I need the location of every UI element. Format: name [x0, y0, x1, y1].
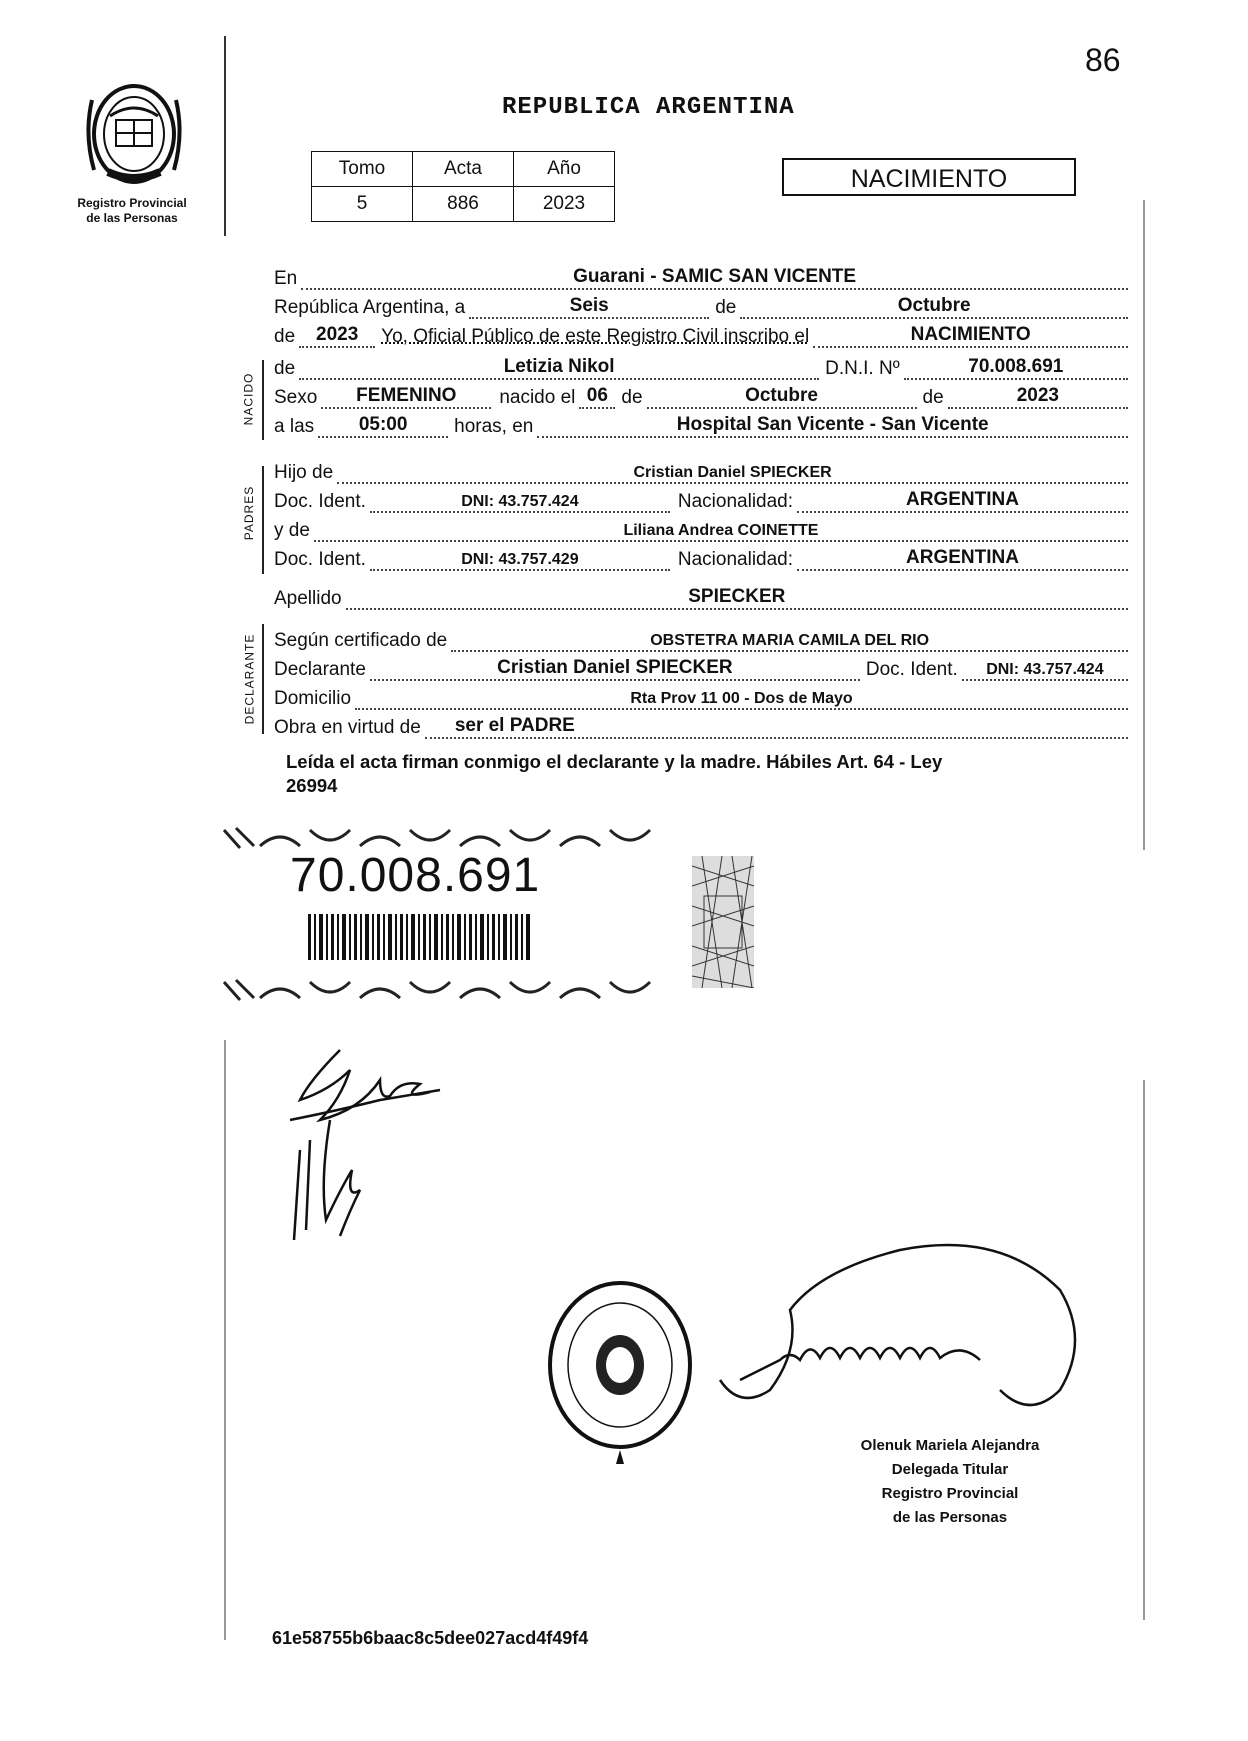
row-inscribo	[274, 322, 1128, 348]
acta-value: 886	[413, 187, 514, 222]
father-doc-value: DNI: 43.757.424	[370, 485, 670, 513]
table-header-acta: Acta	[413, 152, 514, 187]
act-type-box: NACIMIENTO	[782, 158, 1076, 196]
registry-table-header	[312, 152, 615, 187]
registry-table	[311, 151, 615, 222]
nacionalidad-label: Nacionalidad:	[677, 549, 794, 570]
dni-label: D.N.I. Nº	[825, 358, 900, 379]
logo-caption-line1: Registro Provincial	[77, 196, 187, 210]
sticker-dni-number: 70.008.691	[290, 849, 541, 902]
row-sex-birth	[274, 383, 1128, 409]
row-address	[274, 684, 1128, 710]
row-place	[274, 264, 1128, 290]
row-certificate	[274, 626, 1128, 652]
registrar-title: Delegada Titular	[891, 1461, 1009, 1478]
legal-text	[286, 750, 1116, 798]
hijo-de-label: Hijo de	[274, 462, 334, 483]
birth-place-value: Hospital San Vicente - San Vicente	[537, 410, 1128, 438]
birth-day-value: 06	[579, 381, 615, 409]
address-value: Rta Prov 11 00 - Dos de Mayo	[355, 682, 1128, 710]
doc-ident-label2: Doc. Ident.	[865, 659, 958, 680]
page-number: 86	[1085, 42, 1121, 78]
place-value: Guarani - SAMIC SAN VICENTE	[301, 262, 1128, 290]
surname-value: SPIECKER	[346, 582, 1128, 610]
registrar-office-line2: de las Personas	[892, 1509, 1008, 1526]
doc-ident-label: Doc. Ident.	[274, 549, 366, 570]
apellido-label: Apellido	[274, 588, 342, 609]
declarant-name-value: Cristian Daniel SPIECKER	[370, 653, 860, 681]
row-date	[274, 293, 1128, 319]
mother-nationality-value: ARGENTINA	[797, 543, 1128, 571]
horas-label: horas, en	[454, 416, 534, 437]
registrar-signature	[700, 1210, 1100, 1430]
official-stamp	[540, 1270, 700, 1470]
legal-text-line2: 26994	[286, 775, 338, 796]
row-child	[274, 354, 1128, 380]
row-mother-doc	[274, 545, 1128, 571]
row-mother	[274, 516, 1128, 542]
inscribo-value: NACIMIENTO	[813, 320, 1128, 348]
y-de-label: y de	[274, 520, 310, 541]
obra-label: Obra en virtud de	[274, 717, 421, 738]
side-label-padres: PADRES	[242, 485, 257, 541]
doc-ident-label: Doc. Ident.	[274, 491, 366, 512]
de4-label: de	[621, 387, 643, 408]
tomo-value: 5	[312, 187, 413, 222]
de-label: de	[715, 297, 737, 318]
birth-time-value: 05:00	[318, 410, 448, 438]
declarante-label: Declarante	[274, 659, 366, 680]
row-obra	[274, 713, 1128, 739]
margin-line-right	[1143, 200, 1145, 850]
father-name-value: Cristian Daniel SPIECKER	[337, 456, 1128, 484]
mother-doc-value: DNI: 43.757.429	[370, 543, 670, 571]
registrar-office: Registro Provincial	[881, 1485, 1019, 1502]
certificate-by-value: OBSTETRA MARIA CAMILA DEL RIO	[451, 624, 1128, 652]
table-header-ano: Año	[514, 152, 615, 187]
province-seal-logo	[80, 80, 188, 188]
sticker-pattern-bottom	[220, 976, 660, 1004]
de5-label: de	[922, 387, 944, 408]
row-surname	[274, 584, 1128, 610]
year-value: 2023	[299, 320, 375, 348]
de2-label: de	[274, 326, 296, 347]
row-father-doc	[274, 487, 1128, 513]
domicilio-label: Domicilio	[274, 688, 352, 709]
father-nationality-value: ARGENTINA	[797, 485, 1128, 513]
registrar-name: Olenuk Mariela Alejandra	[860, 1437, 1040, 1454]
segun-label: Según certificado de	[274, 630, 448, 651]
nacionalidad-label: Nacionalidad:	[677, 491, 794, 512]
child-name-value: Letizia Nikol	[299, 352, 819, 380]
declarant-doc-value: DNI: 43.757.424	[962, 653, 1128, 681]
margin-line-left	[224, 1040, 226, 1640]
sexo-label: Sexo	[274, 387, 318, 408]
barcode	[308, 914, 530, 960]
day-words-value: Seis	[469, 291, 709, 319]
declarant-signature	[280, 1040, 470, 1240]
country-heading: REPUBLICA ARGENTINA	[502, 94, 795, 121]
nacido-el-label: nacido el	[499, 387, 576, 408]
security-hologram	[692, 856, 754, 988]
a-las-label: a las	[274, 416, 315, 437]
child-dni-value: 70.008.691	[904, 352, 1128, 380]
row-time-place	[274, 412, 1128, 438]
ano-value: 2023	[514, 187, 615, 222]
nacido-bracket	[262, 360, 264, 440]
legal-text-line1: Leída el acta firman conmigo el declarante y la madre. Hábiles Art. 64 - Ley	[286, 751, 943, 772]
birth-year-value: 2023	[948, 381, 1128, 409]
birth-month-value: Octubre	[647, 381, 917, 409]
en-label: En	[274, 268, 298, 289]
obra-value: ser el PADRE	[425, 711, 1128, 739]
margin-line-left	[224, 36, 226, 236]
registry-table-values	[312, 187, 615, 222]
document-hash: 61e58755b6baac8c5dee027acd4f49f4	[272, 1628, 589, 1648]
declarante-bracket	[262, 624, 264, 734]
de3-label: de	[274, 358, 296, 379]
logo-caption-line2: de las Personas	[86, 211, 178, 225]
padres-bracket	[262, 466, 264, 574]
logo-caption	[62, 196, 202, 226]
sex-value: FEMENINO	[321, 381, 491, 409]
inscribo-label: Yo, Oficial Público de este Registro Civil inscribo el	[381, 326, 810, 347]
registrar-signature-block	[830, 1434, 1070, 1530]
month-words-value: Octubre	[740, 291, 1128, 319]
table-header-tomo: Tomo	[312, 152, 413, 187]
row-declarant	[274, 655, 1128, 681]
row-father	[274, 458, 1128, 484]
side-label-nacido: NACIDO	[241, 372, 256, 426]
side-label-declarante: DECLARANTE	[242, 633, 257, 725]
republica-label: República Argentina, a	[274, 297, 466, 318]
margin-line-right	[1143, 1080, 1145, 1620]
mother-name-value: Liliana Andrea COINETTE	[314, 514, 1128, 542]
